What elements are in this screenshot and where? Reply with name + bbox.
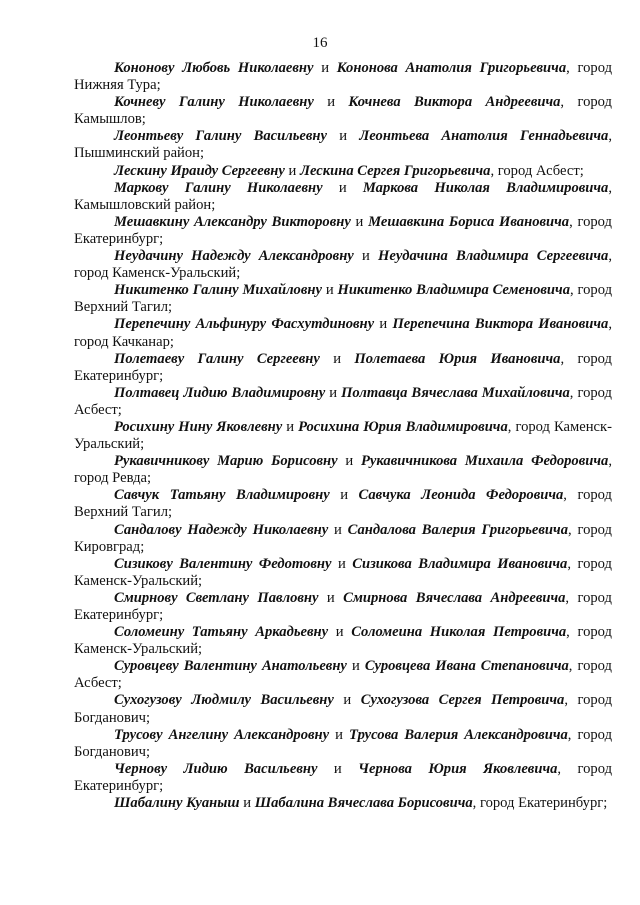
conjunction: и xyxy=(345,453,354,470)
place: , город Богданович; xyxy=(74,726,612,760)
conjunction: и xyxy=(351,658,360,675)
list-entry xyxy=(74,282,612,316)
list-entry xyxy=(74,385,612,419)
list-entry xyxy=(74,214,612,248)
list-entry xyxy=(74,60,612,94)
husband-name: Полтавца Вячеслава Михайловича xyxy=(341,384,570,401)
husband-name: Росихина Юрия Владимировича xyxy=(298,418,508,435)
wife-name: Чернову Лидию Васильевну xyxy=(114,760,318,777)
husband-name: Сухогузова Сергея Петровича xyxy=(360,692,565,709)
husband-name: Соломеина Николая Петровича xyxy=(351,624,567,641)
conjunction: и xyxy=(338,179,347,196)
conjunction: и xyxy=(326,589,335,606)
wife-name: Кононову Любовь Николаевну xyxy=(114,60,314,76)
conjunction: и xyxy=(334,521,342,538)
conjunction: и xyxy=(243,795,252,812)
list-entry xyxy=(74,658,612,692)
place: , город Каменск-Уральский; xyxy=(74,418,612,453)
page-number: 16 xyxy=(312,35,328,51)
list-entry xyxy=(74,316,612,350)
list-entry xyxy=(74,419,612,453)
wife-name: Маркову Галину Николаевну xyxy=(114,179,323,196)
husband-name: Сандалова Валерия Григорьевича xyxy=(347,521,568,538)
list-entry xyxy=(74,761,612,795)
conjunction: и xyxy=(286,418,295,435)
wife-name: Суровцеву Валентину Анатольевну xyxy=(114,658,347,675)
husband-name: Мешавкина Бориса Ивановича xyxy=(368,213,570,230)
husband-name: Шабалина Вячеслава Борисовича xyxy=(254,795,473,812)
place: , город Асбест; xyxy=(74,658,612,692)
list-entry xyxy=(74,128,612,162)
award-list xyxy=(74,60,612,812)
husband-name: Полетаева Юрия Ивановича xyxy=(354,350,561,367)
place: , город Качканар; xyxy=(74,316,612,350)
wife-name: Леонтьеву Галину Васильевну xyxy=(114,128,327,145)
list-entry xyxy=(74,163,612,180)
place: , город Каменск-Уральский; xyxy=(74,624,612,658)
place: , город Нижняя Тура; xyxy=(74,60,612,94)
conjunction: и xyxy=(337,555,346,572)
list-entry xyxy=(74,180,612,214)
conjunction: и xyxy=(329,384,338,401)
place: , город Ревда; xyxy=(74,453,612,487)
conjunction: и xyxy=(288,162,297,179)
conjunction: и xyxy=(327,94,336,111)
conjunction: и xyxy=(339,128,348,145)
list-entry xyxy=(74,624,612,658)
wife-name: Рукавичникову Марию Борисовну xyxy=(114,453,338,470)
conjunction: и xyxy=(340,487,349,504)
list-entry xyxy=(74,453,612,487)
conjunction: и xyxy=(335,624,344,641)
place: , город Екатеринбург; xyxy=(74,589,612,623)
wife-name: Полтавец Лидию Владимировну xyxy=(114,384,326,401)
list-entry xyxy=(74,94,612,128)
conjunction: и xyxy=(362,248,370,265)
place: , город Каменск-Уральский; xyxy=(74,555,612,589)
husband-name: Суровцева Ивана Степановича xyxy=(364,658,569,675)
place: , город Кировград; xyxy=(74,521,612,555)
list-entry xyxy=(74,487,612,521)
place: , город Екатеринбург; xyxy=(74,213,612,247)
list-entry xyxy=(74,727,612,761)
conjunction: и xyxy=(325,282,334,299)
wife-name: Мешавкину Александру Викторовну xyxy=(114,213,351,230)
husband-name: Леонтьева Анатолия Геннадьевича xyxy=(359,128,609,145)
conjunction: и xyxy=(355,213,364,230)
wife-name: Кочневу Галину Николаевну xyxy=(114,94,314,111)
place: , Камышловский район; xyxy=(74,179,612,213)
husband-name: Лескина Сергея Григорьевича xyxy=(299,162,491,179)
list-entry xyxy=(74,248,612,282)
husband-name: Кочнева Виктора Андреевича xyxy=(348,94,561,111)
list-entry xyxy=(74,692,612,726)
conjunction: и xyxy=(321,60,329,76)
husband-name: Кононова Анатолия Григорьевича xyxy=(336,60,567,76)
husband-name: Неудачина Владимира Сергеевича xyxy=(378,248,609,265)
wife-name: Сизикову Валентину Федотовну xyxy=(114,555,332,572)
place: , город Асбест; xyxy=(74,384,612,418)
wife-name: Лескину Ираиду Сергеевну xyxy=(114,162,285,179)
husband-name: Никитенко Владимира Семеновича xyxy=(337,282,570,299)
wife-name: Полетаеву Галину Сергеевну xyxy=(114,350,320,367)
wife-name: Никитенко Галину Михайловну xyxy=(114,282,322,299)
wife-name: Сухогузову Людмилу Васильевну xyxy=(114,692,334,709)
husband-name: Смирнова Вячеслава Андреевича xyxy=(343,589,566,606)
husband-name: Перепечина Виктора Ивановича xyxy=(392,316,609,333)
wife-name: Сандалову Надежду Николаевну xyxy=(114,521,329,538)
conjunction: и xyxy=(333,350,342,367)
wife-name: Шабалину Куаныш xyxy=(114,795,240,812)
place: , город Камышлов; xyxy=(74,94,612,128)
place: , Пышминский район; xyxy=(74,128,612,162)
place: , город Верхний Тагил; xyxy=(74,282,612,316)
conjunction: и xyxy=(333,760,342,777)
wife-name: Савчук Татьяну Владимировну xyxy=(114,487,330,504)
place: , город Богданович; xyxy=(74,692,612,726)
husband-name: Рукавичникова Михаила Федоровича xyxy=(361,453,609,470)
place: , город Асбест; xyxy=(490,162,584,179)
wife-name: Перепечину Альфинуру Фасхутдиновну xyxy=(114,316,375,333)
husband-name: Трусова Валерия Александровича xyxy=(349,726,568,743)
wife-name: Неудачину Надежду Александровну xyxy=(114,248,354,265)
place: , город Екатеринбург; xyxy=(472,795,608,812)
place: , город Каменск-Уральский; xyxy=(74,248,613,282)
place: , город Екатеринбург; xyxy=(74,760,612,794)
husband-name: Маркова Николая Владимировича xyxy=(362,179,609,196)
place: , город Екатеринбург; xyxy=(74,350,612,384)
husband-name: Савчука Леонида Федоровича xyxy=(358,487,564,504)
list-entry xyxy=(74,351,612,385)
wife-name: Росихину Нину Яковлевну xyxy=(114,418,283,435)
husband-name: Сизикова Владимира Ивановича xyxy=(352,555,568,572)
husband-name: Чернова Юрия Яковлевича xyxy=(358,760,558,777)
list-entry xyxy=(74,795,612,812)
place: , город Верхний Тагил; xyxy=(74,487,612,521)
wife-name: Соломеину Татьяну Аркадьевну xyxy=(114,624,329,641)
conjunction: и xyxy=(335,726,343,743)
wife-name: Трусову Ангелину Александровну xyxy=(114,726,330,743)
wife-name: Смирнову Светлану Павловну xyxy=(114,589,319,606)
conjunction: и xyxy=(379,316,388,333)
list-entry xyxy=(74,522,612,556)
list-entry xyxy=(74,556,612,590)
list-entry xyxy=(74,590,612,624)
conjunction: и xyxy=(343,692,352,709)
